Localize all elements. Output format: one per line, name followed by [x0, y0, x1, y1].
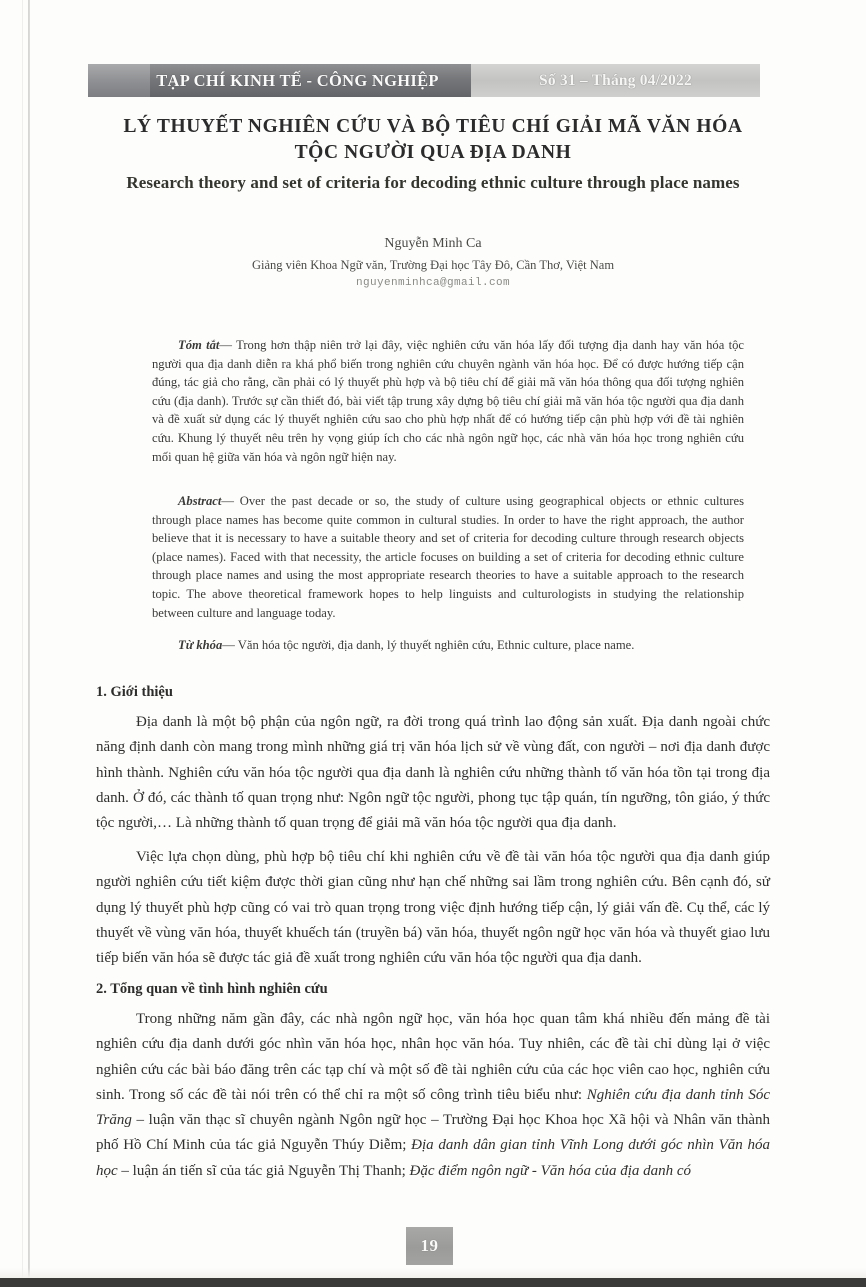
author-email: nguyenminhca@gmail.com	[355, 277, 511, 289]
abstract-label-english: Abstract	[178, 494, 222, 508]
title-block	[120, 114, 746, 195]
keywords-label: Từ khóa	[178, 638, 223, 652]
masthead-journal-band	[88, 64, 471, 97]
masthead-issue-band	[471, 64, 760, 97]
abstract-english	[152, 492, 744, 622]
abstract-label-vietnamese: Tóm tắt	[178, 338, 220, 352]
abstract-dash-en: —	[221, 494, 234, 508]
page-title-vietnamese: LÝ THUYẾT NGHIÊN CỨU VÀ BỘ TIÊU CHÍ GIẢI MÃ VĂN HÓA TỘC NGƯỜI QUA ĐỊA DANH	[123, 116, 743, 163]
keywords-text: Văn hóa tộc người, địa danh, lý thuyết nghiên cứu, Ethnic culture, place name.	[237, 638, 635, 652]
keywords-dash: —	[222, 638, 235, 652]
scan-artifact-bottom-fade	[0, 1268, 866, 1278]
masthead-banner	[88, 64, 760, 97]
issue-label: Số 31 – Tháng 04/2022	[539, 71, 692, 89]
section-1-paragraph-2: Việc lựa chọn dùng, phù hợp bộ tiêu chí khi nghiên cứu về đề tài văn hóa tộc người qua địa danh giúp người nghiên cứu tiết kiệm được thời gian cũng như hạn chế những sai lầm trong nghiên cứu. Bên cạnh đó, sử dụng lý thuyết phù hợp cũng có vai trò quan trọng trong việc định hướng tiếp cận, lý giải vấn đề. Cụ thể, các lý thuyết về vùng văn hóa, thuyết khuếch tán (truyền bá) văn hóa, thuyết ngôn ngữ học văn hóa và thuyết giao lưu tiếp biến văn hóa sẽ được tác giả đề xuất trong nghiên cứu văn hóa tộc người qua địa danh.	[96, 849, 770, 967]
author-name: Nguyễn Minh Ca	[384, 236, 482, 251]
scan-artifact-bottom-band	[0, 1278, 866, 1287]
section-1-paragraph-1: Địa danh là một bộ phận của ngôn ngữ, ra đời trong quá trình lao động sản xuất. Địa danh ngoài chức năng định danh còn mang trong mình những giá trị văn hóa lịch sử về vùng đất, con người – nơi địa danh được hình thành. Nghiên cứu văn hóa tộc người qua địa danh là nghiên cứu những thành tố văn hóa tồn tại trong địa danh. Ở đó, các thành tố quan trọng như: Ngôn ngữ tộc người, phong tục tập quán, tín ngưỡng, tôn giáo, ý thức tộc người,… Là những thành tố quan trọng để giải mã văn hóa tộc người qua địa danh.	[96, 714, 770, 832]
abstract-text-vietnamese: Trong hơn thập niên trở lại đây, việc nghiên cứu văn hóa lấy đối tượng địa danh hay văn hóa tộc người qua địa danh diễn ra khá phổ biến trong nghiên cứu chuyên ngành văn hóa học. Để có được hướng tiếp cận đúng, tác giả cho rằng, cần phải có lý thuyết phù hợp và bộ tiêu chí để giải mã văn hóa thông qua đối tượng nghiên cứu (địa danh). Trước sự cần thiết đó, bài viết tập trung xây dựng bộ tiêu chí giải mã văn hóa tộc người qua địa danh và đề xuất sử dụng các lý thuyết nghiên cứu sao cho phù hợp nhất để có hướng tiếp cận phù hợp với đề tài nghiên cứu. Khung lý thuyết nêu trên hy vọng giúp ích cho các nhà ngôn ngữ học, các nhà văn hóa học trong nghiên cứu mối quan hệ giữa văn hóa và ngôn ngữ hiện nay.	[152, 338, 744, 464]
page-number: 19	[420, 1236, 439, 1255]
keywords-block	[152, 636, 744, 655]
abstract-vietnamese	[152, 336, 744, 466]
author-block	[120, 234, 746, 292]
abstract-dash-vi: —	[219, 338, 232, 352]
section-2-paragraph-1: Trong những năm gần đây, các nhà ngôn ngữ học, văn hóa học quan tâm khá nhiều đến mảng đề tài nghiên cứu địa danh dưới góc nhìn văn hóa học, nhân học văn hóa. Tuy nhiên, các đề tài chỉ dùng lại ở việc nghiên cứu các bài báo đăng trên các tạp chí và một số đề tài nghiên cứu của các học viên cao học, nghiên cứu sinh. Trong số các đề tài nói trên có thể chỉ ra một số công trình tiêu biểu như: Nghiên cứu địa danh tỉnh Sóc Trăng – luận văn thạc sĩ chuyên ngành Ngôn ngữ học – Trường Đại học Khoa học Xã hội và Nhân văn thành phố Hồ Chí Minh của tác giả Nguyễn Thúy Diễm; Địa danh dân gian tỉnh Vĩnh Long dưới góc nhìn Văn hóa học – luận án tiến sĩ của tác giả Nguyễn Thị Thanh; Đặc điểm ngôn ngữ - Văn hóa của địa danh có	[96, 1011, 770, 1179]
page-title-english: Research theory and set of criteria for decoding ethnic culture through place names	[126, 173, 740, 192]
section-heading-2: 2. Tổng quan về tình hình nghiên cứu	[96, 981, 328, 997]
journal-name: TẠP CHÍ KINH TẾ - CÔNG NGHIỆP	[156, 70, 439, 90]
section-heading-1: 1. Giới thiệu	[96, 684, 173, 700]
author-affiliation: Giảng viên Khoa Ngữ văn, Trường Đại học Tây Đô, Cần Thơ, Việt Nam	[251, 258, 615, 272]
page-number-badge	[406, 1227, 453, 1265]
abstract-text-english: Over the past decade or so, the study of culture using geographical objects or ethnic cultures through place names has become quite common in cultural studies. In order to have the right approach, the author believe that it is necessary to have a suitable theory and set of criteria for decoding culture through research objects (place names). Faced with that necessity, the article focuses on building a set of criteria for decoding ethnic culture through place names and using the most appropriate research theories to have a suitable approach to the research topic. The above theoretical framework hopes to help linguists and culturologists in studying the relationship between culture and language today.	[152, 494, 744, 620]
